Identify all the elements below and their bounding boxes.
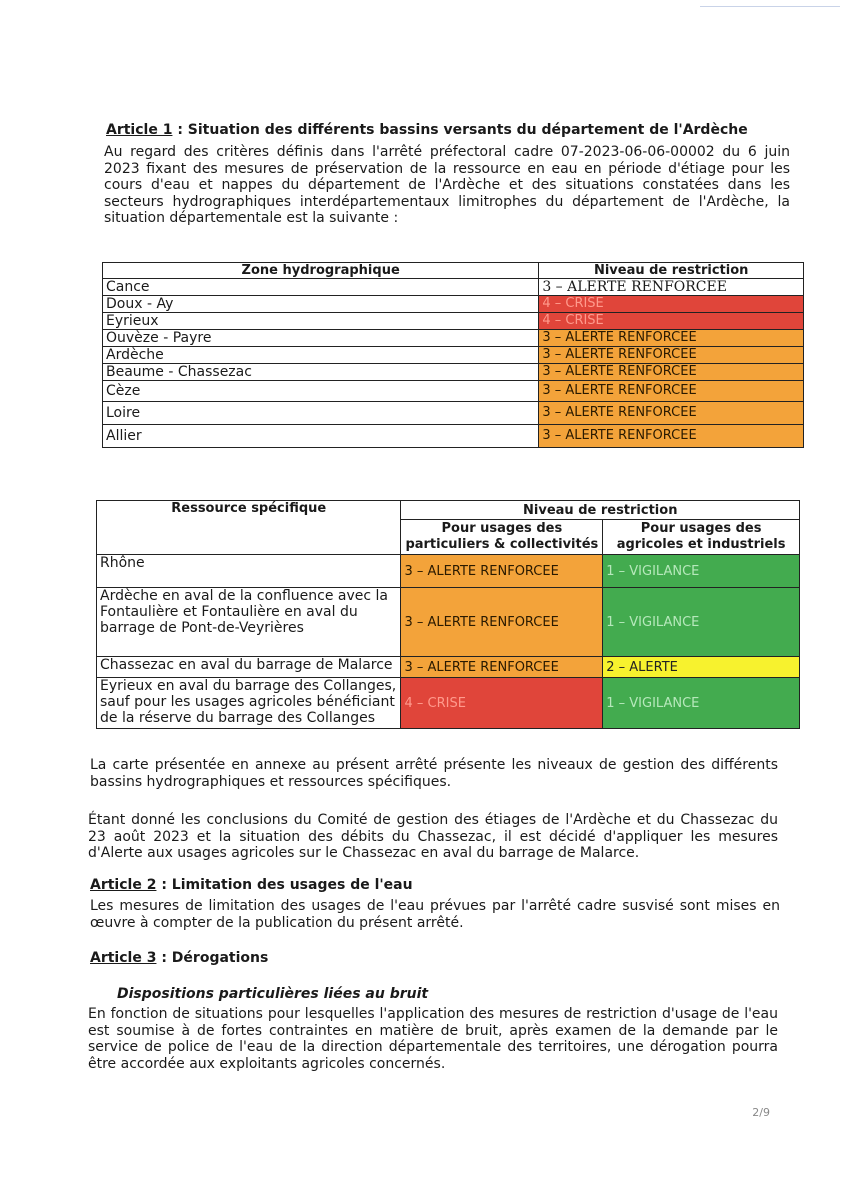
zone-cell: Allier xyxy=(103,425,539,448)
article-3-paragraph: En fonction de situations pour lesquelles l'application des mesures de restriction d'usage de l'eau est soumise à de fortes contraintes en matière de bruit, après examen de la demande par le service de police de l'eau de la direction départementale des territoires, une dérogation pourra être accordée aux exploitants agricoles concernés. xyxy=(88,1006,778,1072)
agricoles-level-cell: 2 – ALERTE xyxy=(603,657,800,678)
level-column-header: Niveau de restriction xyxy=(539,263,804,279)
particuliers-level-cell: 3 – ALERTE RENFORCEE xyxy=(401,588,603,657)
resources-table xyxy=(96,500,800,729)
zone-cell: Doux - Ay xyxy=(103,296,539,313)
zone-cell: Eyrieux xyxy=(103,313,539,330)
page-number: 2/9 xyxy=(752,1106,770,1119)
table-row xyxy=(97,678,800,729)
particuliers-level-cell: 3 – ALERTE RENFORCEE xyxy=(401,657,603,678)
level-column-header: Niveau de restriction xyxy=(401,501,800,520)
zone-cell: Loire xyxy=(103,402,539,425)
zone-cell: Ardèche xyxy=(103,347,539,364)
resource-cell: Chassezac en aval du barrage de Malarce xyxy=(97,657,401,678)
table-row xyxy=(97,657,800,678)
resource-cell: Eyrieux en aval du barrage des Collanges, sauf pour les usages agricoles bénéficiant de la réserve du barrage des Collanges xyxy=(97,678,401,729)
top-rule xyxy=(700,6,840,7)
table-row xyxy=(103,296,804,313)
zone-cell: Ouvèze - Payre xyxy=(103,330,539,347)
level-cell: 4 – CRISE xyxy=(539,313,804,330)
table-row xyxy=(103,330,804,347)
comite-paragraph: Étant donné les conclusions du Comité de gestion des étiages de l'Ardèche et du Chassezac du 23 août 2023 et la situation des débits du Chassezac, il est décidé d'appliquer les mesures d'Alerte aux usages agricoles sur le Chassezac en aval du barrage de Malarce. xyxy=(88,812,778,861)
level-cell: 3 – ALERTE RENFORCEE xyxy=(539,364,804,381)
zone-column-header: Zone hydrographique xyxy=(103,263,539,279)
agricoles-level-cell: 1 – VIGILANCE xyxy=(603,588,800,657)
level-cell: 3 – ALERTE RENFORCEE xyxy=(539,381,804,402)
table-row xyxy=(103,313,804,330)
zone-cell: Cance xyxy=(103,279,539,296)
table-row xyxy=(97,588,800,657)
resource-cell: Rhône xyxy=(97,555,401,588)
particuliers-column-header: Pour usages des particuliers & collectivités xyxy=(401,520,603,555)
article-1-title xyxy=(106,121,748,139)
article-3-number: Article 3 xyxy=(90,950,157,966)
article-2-number: Article 2 xyxy=(90,877,157,893)
table-row xyxy=(103,279,804,296)
table-row xyxy=(103,364,804,381)
level-cell: 3 – ALERTE RENFORCEE xyxy=(539,425,804,448)
level-cell: 3 – ALERTE RENFORCEE xyxy=(539,402,804,425)
table-row xyxy=(103,425,804,448)
table-header-row xyxy=(97,501,800,520)
map-paragraph: La carte présentée en annexe au présent arrêté présente les niveaux de gestion des différents bassins hydrographiques et ressources spécifiques. xyxy=(90,757,778,790)
agricoles-column-header: Pour usages des agricoles et industriels xyxy=(603,520,800,555)
article-2-title xyxy=(90,876,413,894)
particuliers-level-cell: 4 – CRISE xyxy=(401,678,603,729)
article-1-paragraph: Au regard des critères définis dans l'arrêté préfectoral cadre 07-2023-06-06-00002 du 6 juin 2023 fixant des mesures de préservation de la ressource en eau en période d'étiage pour les cours d'eau et nappes du département de l'Ardèche et des situations constatées dans les secteurs hydrographiques interdépartementaux limitrophes du département de l'Ardèche, la situation départementale est la suivante : xyxy=(104,144,790,226)
level-cell: 3 – ALERTE RENFORCEE xyxy=(539,279,804,296)
level-cell: 4 – CRISE xyxy=(539,296,804,313)
agricoles-level-cell: 1 – VIGILANCE xyxy=(603,555,800,588)
article-2-heading: : Limitation des usages de l'eau xyxy=(156,877,413,893)
zone-cell: Cèze xyxy=(103,381,539,402)
zones-table xyxy=(102,262,804,448)
article-3-title xyxy=(90,949,268,967)
level-cell: 3 – ALERTE RENFORCEE xyxy=(539,347,804,364)
table-row xyxy=(97,555,800,588)
table-row xyxy=(103,347,804,364)
table-row xyxy=(103,381,804,402)
table-row xyxy=(103,402,804,425)
resource-cell: Ardèche en aval de la confluence avec la Fontaulière et Fontaulière en aval du barrage de Pont-de-Veyrières xyxy=(97,588,401,657)
zone-cell: Beaume - Chassezac xyxy=(103,364,539,381)
article-3-subheading: Dispositions particulières liées au bruit xyxy=(117,986,429,1002)
article-1-heading: : Situation des différents bassins versants du département de l'Ardèche xyxy=(172,122,748,138)
article-1-number: Article 1 xyxy=(106,122,173,138)
resource-column-header: Ressource spécifique xyxy=(97,501,401,555)
particuliers-level-cell: 3 – ALERTE RENFORCEE xyxy=(401,555,603,588)
table-header-row xyxy=(103,263,804,279)
article-3-heading: : Dérogations xyxy=(156,950,269,966)
article-2-paragraph: Les mesures de limitation des usages de l'eau prévues par l'arrêté cadre susvisé sont mises en œuvre à compter de la publication du présent arrêté. xyxy=(90,898,780,931)
level-cell: 3 – ALERTE RENFORCEE xyxy=(539,330,804,347)
agricoles-level-cell: 1 – VIGILANCE xyxy=(603,678,800,729)
